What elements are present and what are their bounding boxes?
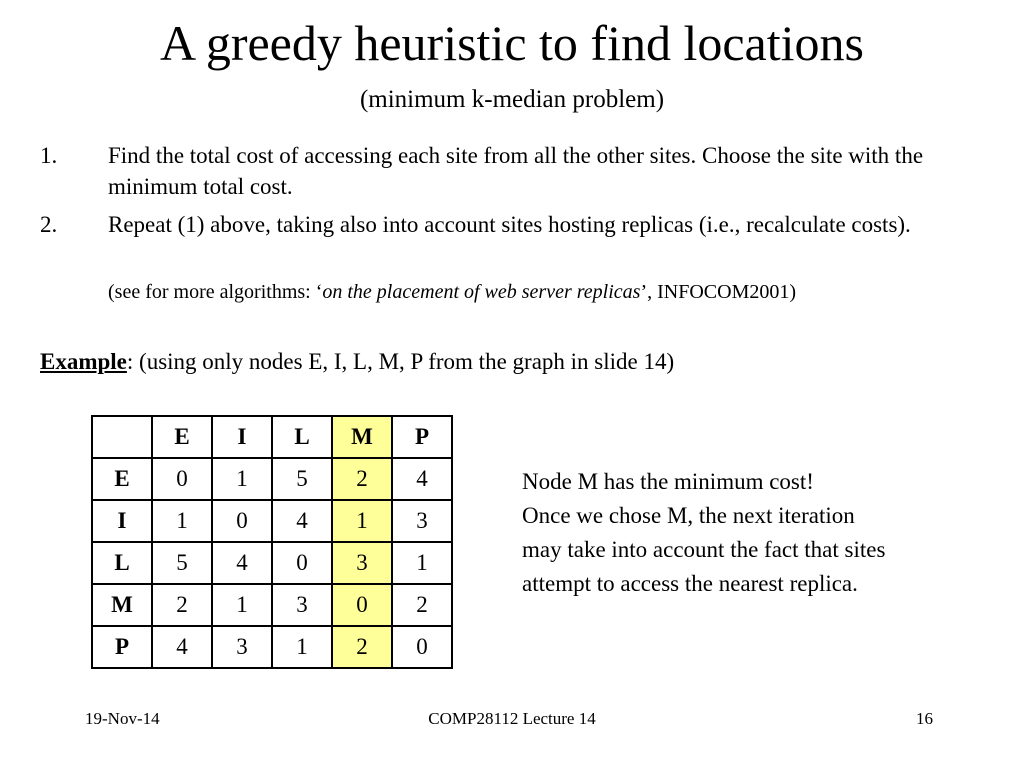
table-corner-cell: [92, 416, 152, 458]
step-number: 1.: [40, 143, 58, 168]
table-cell-highlighted: 1: [332, 500, 392, 542]
example-line: [40, 346, 674, 377]
table-cell-highlighted: 0: [332, 584, 392, 626]
footer-date: 19-Nov-14: [85, 709, 160, 728]
table-cell: 2: [152, 584, 212, 626]
column-header-highlighted: M: [332, 416, 392, 458]
table-cell-highlighted: 2: [332, 458, 392, 500]
table-row: [92, 542, 452, 584]
table-cell: 5: [272, 458, 332, 500]
slide-title: A greedy heuristic to find locations: [159, 15, 864, 71]
cost-table: [91, 415, 453, 669]
row-header: L: [92, 542, 152, 584]
table-cell: 4: [212, 542, 272, 584]
table-cell: 1: [392, 542, 452, 584]
row-header: E: [92, 458, 152, 500]
table-row: [92, 458, 452, 500]
table-cell-highlighted: 3: [332, 542, 392, 584]
side-explanation: [522, 465, 1002, 601]
note-prefix: (see for more algorithms: ‘: [108, 281, 323, 303]
table-cell: 4: [272, 500, 332, 542]
example-text: : (using only nodes E, I, L, M, P from the graph in slide 14): [126, 349, 675, 374]
table-cell: 0: [272, 542, 332, 584]
side-line: Node M has the minimum cost!: [522, 469, 814, 494]
example-keyword: Example: [40, 349, 127, 374]
table-cell: 1: [212, 458, 272, 500]
table-row: [92, 500, 452, 542]
column-header: L: [272, 416, 332, 458]
table-cell: 0: [392, 626, 452, 668]
reference-note: [108, 278, 796, 306]
table-cell: 1: [272, 626, 332, 668]
side-line: Once we chose M, the next iteration: [522, 503, 855, 528]
step-text: Find the total cost of accessing each site from all the other sites. Choose the site with the minimum total cost.: [108, 143, 924, 199]
table-cell: 0: [212, 500, 272, 542]
table-cell: 0: [152, 458, 212, 500]
table-row: [92, 626, 452, 668]
table-cell: 5: [152, 542, 212, 584]
column-header: I: [212, 416, 272, 458]
table-cell: 3: [272, 584, 332, 626]
table-cell: 3: [212, 626, 272, 668]
table-cell: 4: [392, 458, 452, 500]
row-header: P: [92, 626, 152, 668]
note-paper-title: on the placement of web server replicas: [322, 281, 641, 303]
column-header: P: [392, 416, 452, 458]
note-suffix: ’, INFOCOM2001): [640, 281, 797, 303]
step-text: Repeat (1) above, taking also into account sites hosting replicas (i.e., recalculate costs).: [108, 212, 911, 237]
table-cell: 2: [392, 584, 452, 626]
row-header: I: [92, 500, 152, 542]
table-cell: 4: [152, 626, 212, 668]
slide-subtitle: (minimum k-median problem): [359, 86, 665, 113]
side-line: attempt to access the nearest replica.: [522, 571, 858, 596]
table-cell-highlighted: 2: [332, 626, 392, 668]
table-row: [92, 584, 452, 626]
table-cell: 1: [212, 584, 272, 626]
row-header: M: [92, 584, 152, 626]
table-cell: 1: [152, 500, 212, 542]
footer-course: COMP28112 Lecture 14: [428, 709, 596, 728]
footer-page-number: 16: [916, 709, 933, 728]
step-number: 2.: [40, 212, 58, 237]
table-header-row: [92, 416, 452, 458]
column-header: E: [152, 416, 212, 458]
table-cell: 3: [392, 500, 452, 542]
side-line: may take into account the fact that sites: [522, 537, 886, 562]
